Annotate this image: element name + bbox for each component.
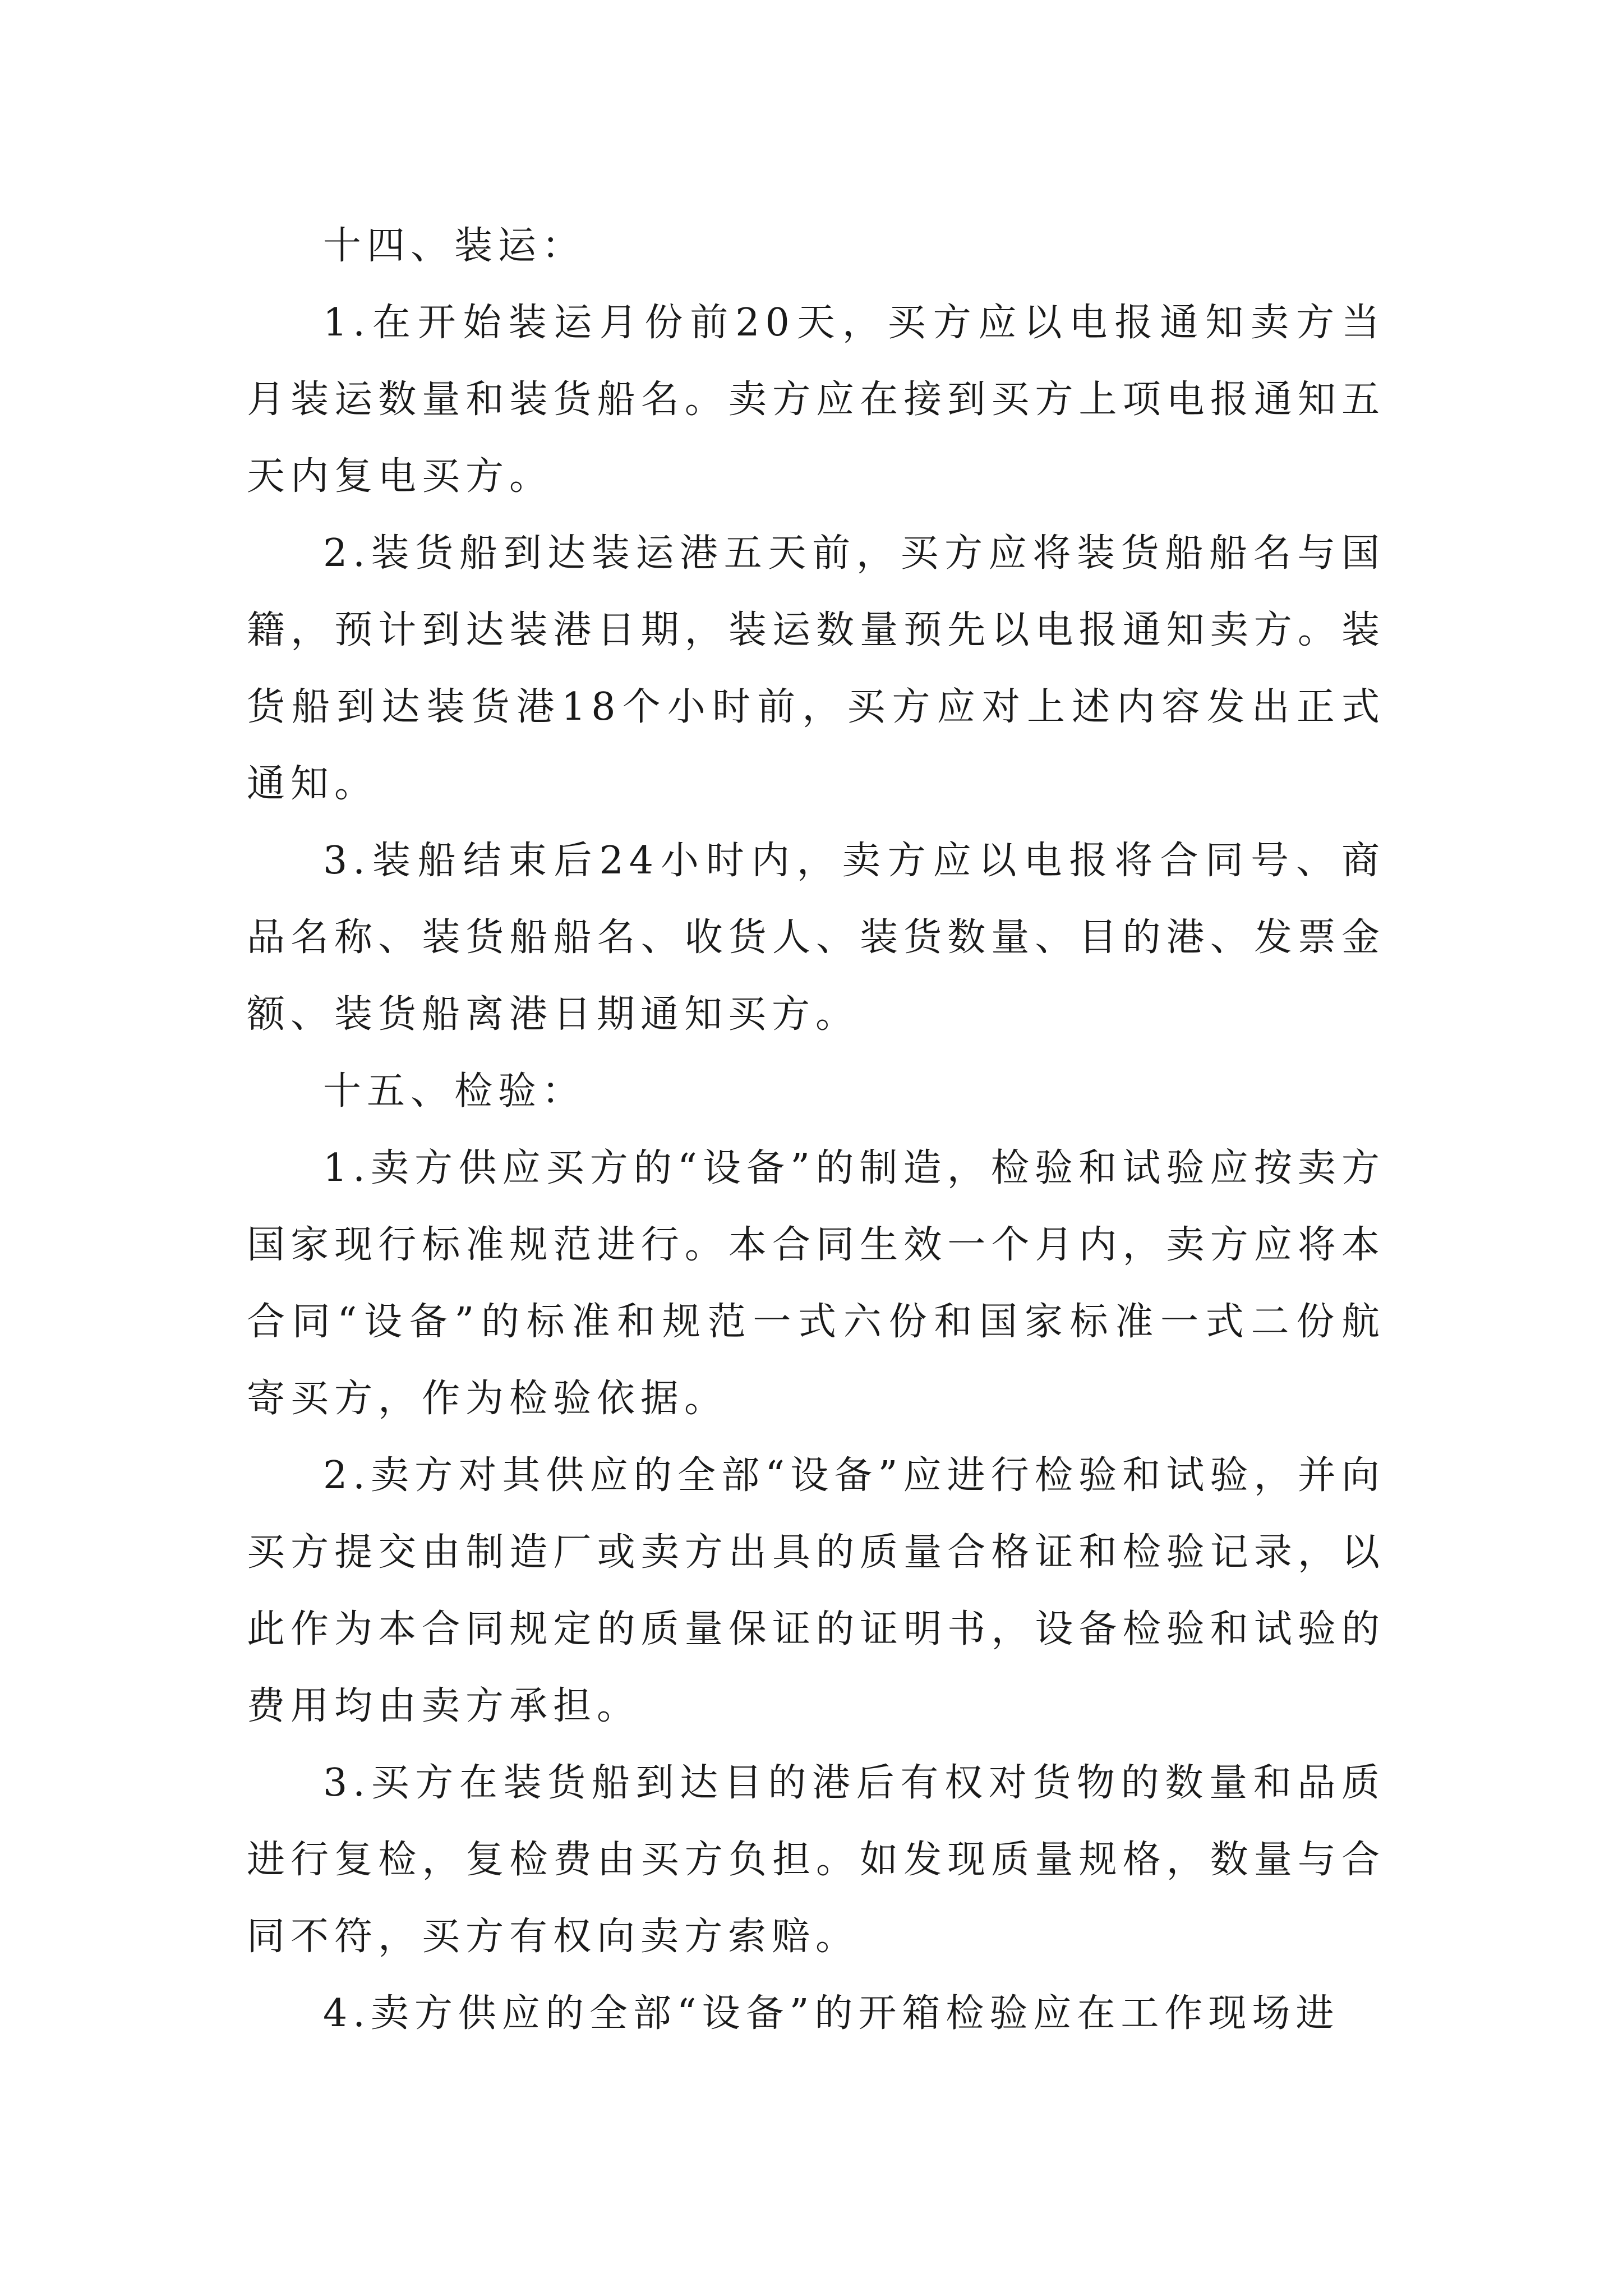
inspection-clause-4: 4.卖方供应的全部“设备”的开箱检验应在工作现场进 [323, 1991, 1340, 2036]
shipment-clause-1: 1.在开始装运月份前20天，买方应以电报通知卖方当月装运数量和装货船名。卖方应在接到买方上项电报通知五天内复电买方。 [247, 301, 1385, 499]
shipment-clause-2: 2.装货船到达装运港五天前，买方应将装货船船名与国籍，预计到达装港日期，装运数量预先以电报通知卖方。装货船到达装货港18个小时前，买方应对上述内容发出正式通知。 [247, 531, 1385, 806]
section-heading-inspection: 十五、检验： [323, 1069, 586, 1114]
inspection-clause-1: 1.卖方供应买方的“设备”的制造，检验和试验应按卖方国家现行标准规范进行。本合同生效一个月内，卖方应将本合同“设备”的标准和规范一式六份和国家标准一式二份航寄买方，作为检验依据。 [247, 1146, 1385, 1421]
inspection-clause-2: 2.卖方对其供应的全部“设备”应进行检验和试验，并向买方提交由制造厂或卖方出具的质量合格证和检验记录，以此作为本合同规定的质量保证的证明书，设备检验和试验的费用均由卖方承担。 [247, 1453, 1385, 1728]
inspection-clause-3: 3.买方在装货船到达目的港后有权对货物的数量和品质进行复检，复检费由买方负担。如发现质量规格，数量与合同不符，买方有权向卖方索赔。 [247, 1761, 1385, 1959]
document-body [247, 208, 1385, 2052]
section-heading-shipment: 十四、装运： [323, 224, 586, 268]
shipment-clause-3: 3.装船结束后24小时内，卖方应以电报将合同号、商品名称、装货船船名、收货人、装货数量、目的港、发票金额、装货船离港日期通知买方。 [247, 839, 1385, 1037]
